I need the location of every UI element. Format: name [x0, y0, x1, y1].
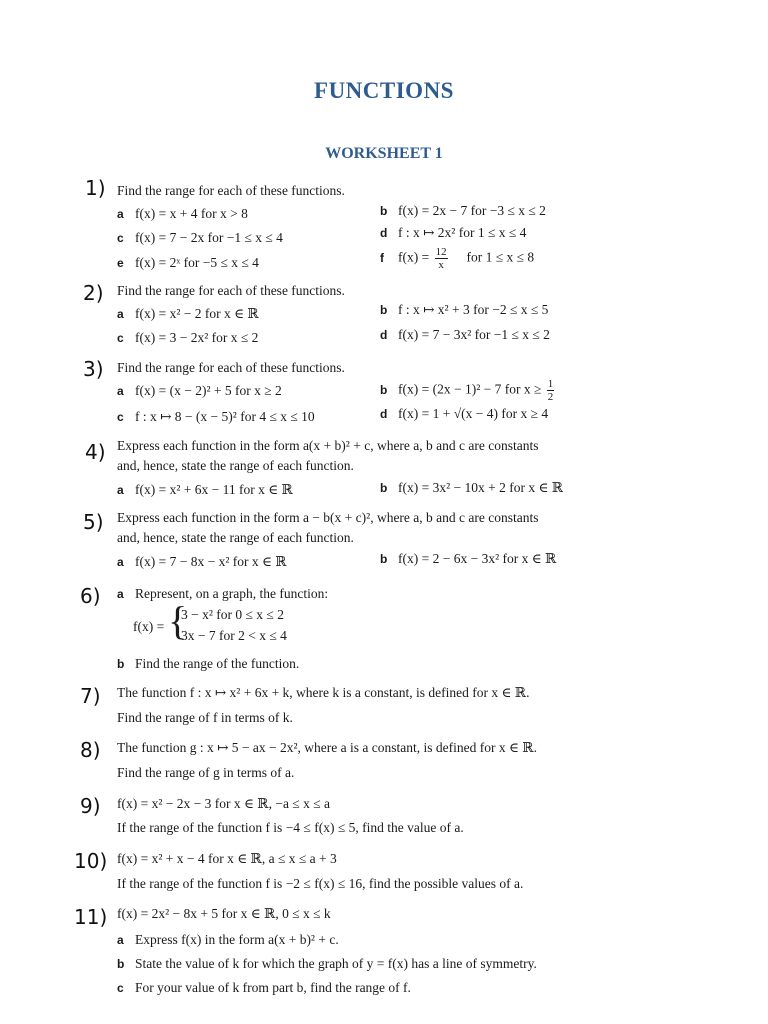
- part-e: e f(x) = 2ˣ for −5 ≤ x ≤ 4: [117, 255, 259, 270]
- question-line-2: Find the range of f in terms of k.: [117, 710, 293, 725]
- question-prompt-2: and, hence, state the range of each function.: [117, 530, 354, 545]
- question-line-1: The function f : x ↦ x² + 6x + k, where k is a constant, is defined for x ∈ ℝ.: [117, 685, 530, 700]
- question-number: 2): [83, 281, 104, 305]
- part-f: f f(x) = $\frac{12}{x}$ for 1 ≤ x ≤ 8: [380, 246, 535, 271]
- part-b: b f(x) = 3x² − 10x + 2 for x ∈ ℝ: [380, 480, 564, 495]
- part-b: b State the value of k for which the graph of y = f(x) has a line of symmetry.: [117, 956, 537, 971]
- question-prompt: Find the range for each of these functions.: [117, 183, 345, 198]
- question-line-2: If the range of the function f is −4 ≤ f(x) ≤ 5, find the value of a.: [117, 820, 464, 835]
- question-number: 10): [74, 849, 108, 873]
- question-line-1: f(x) = x² − 2x − 3 for x ∈ ℝ, −a ≤ x ≤ a: [117, 796, 330, 811]
- question-number: 1): [85, 176, 106, 200]
- question-number: 3): [83, 357, 104, 381]
- question-prompt: Express each function in the form a(x + b)² + c, where a, b and c are constants: [117, 438, 539, 453]
- part-d: d f(x) = 1 + √(x − 4) for x ≥ 4: [380, 406, 549, 421]
- question-number: 8): [80, 738, 101, 762]
- part-a: a f(x) = (x − 2)² + 5 for x ≥ 2: [117, 383, 282, 398]
- question-number: 9): [80, 794, 101, 818]
- question-number: 7): [80, 684, 101, 708]
- fraction: $\frac{12}{x}$: [435, 246, 447, 271]
- piecewise-label: f(x) =: [133, 619, 165, 634]
- part-a: a Represent, on a graph, the function:: [117, 586, 329, 601]
- question-prompt: Find the range for each of these functions.: [117, 283, 345, 298]
- part-a: a f(x) = x² + 6x − 11 for x ∈ ℝ: [117, 482, 293, 497]
- part-a: a f(x) = x² − 2 for x ∈ ℝ: [117, 306, 259, 321]
- part-a: a f(x) = 7 − 8x − x² for x ∈ ℝ: [117, 554, 287, 569]
- part-a: a f(x) = x + 4 for x > 8: [117, 206, 248, 221]
- part-c: c f(x) = 7 − 2x for −1 ≤ x ≤ 4: [117, 230, 283, 245]
- worksheet-title: WORKSHEET 1: [325, 145, 443, 162]
- question-line-1: The function g : x ↦ 5 − ax − 2x², where a is a constant, is defined for x ∈ ℝ.: [117, 740, 537, 755]
- case-2: 3x − 7 for 2 < x ≤ 4: [181, 628, 287, 643]
- question-number: 11): [74, 905, 108, 929]
- question-number: 5): [83, 510, 104, 534]
- part-c: c f(x) = 3 − 2x² for x ≤ 2: [117, 330, 259, 345]
- question-number: 6): [80, 584, 101, 608]
- question-line-2: Find the range of g in terms of a.: [117, 765, 295, 780]
- part-b: b f(x) = (2x − 1)² − 7 for x ≥ $\frac{1}{2}$: [380, 378, 554, 403]
- part-c: c For your value of k from part b, find the range of f.: [117, 980, 411, 995]
- case-1: 3 − x² for 0 ≤ x ≤ 2: [181, 607, 284, 622]
- question-prompt: Express each function in the form a − b(x + c)², where a, b and c are constants: [117, 510, 539, 525]
- part-b: b f(x) = 2x − 7 for −3 ≤ x ≤ 2: [380, 203, 546, 218]
- part-b: b f(x) = 2 − 6x − 3x² for x ∈ ℝ: [380, 551, 557, 566]
- question-line-1: f(x) = x² + x − 4 for x ∈ ℝ, a ≤ x ≤ a + 3: [117, 851, 337, 866]
- part-b: b Find the range of the function.: [117, 656, 300, 671]
- part-d: d f : x ↦ 2x² for 1 ≤ x ≤ 4: [380, 225, 527, 240]
- question-prompt-2: and, hence, state the range of each function.: [117, 458, 354, 473]
- part-a: a Express f(x) in the form a(x + b)² + c.: [117, 932, 339, 947]
- brace: {: [168, 598, 188, 643]
- part-d: d f(x) = 7 − 3x² for −1 ≤ x ≤ 2: [380, 327, 550, 342]
- page-title: FUNCTIONS: [314, 78, 454, 103]
- part-c: c f : x ↦ 8 − (x − 5)² for 4 ≤ x ≤ 10: [117, 409, 315, 424]
- question-prompt: Find the range for each of these functions.: [117, 360, 345, 375]
- question-line-2: If the range of the function f is −2 ≤ f(x) ≤ 16, find the possible values of a.: [117, 876, 524, 891]
- fraction: $\frac{1}{2}$: [547, 378, 554, 403]
- question-line-1: f(x) = 2x² − 8x + 5 for x ∈ ℝ, 0 ≤ x ≤ k: [117, 906, 331, 921]
- question-number: 4): [85, 440, 106, 464]
- part-b: b f : x ↦ x² + 3 for −2 ≤ x ≤ 5: [380, 302, 549, 317]
